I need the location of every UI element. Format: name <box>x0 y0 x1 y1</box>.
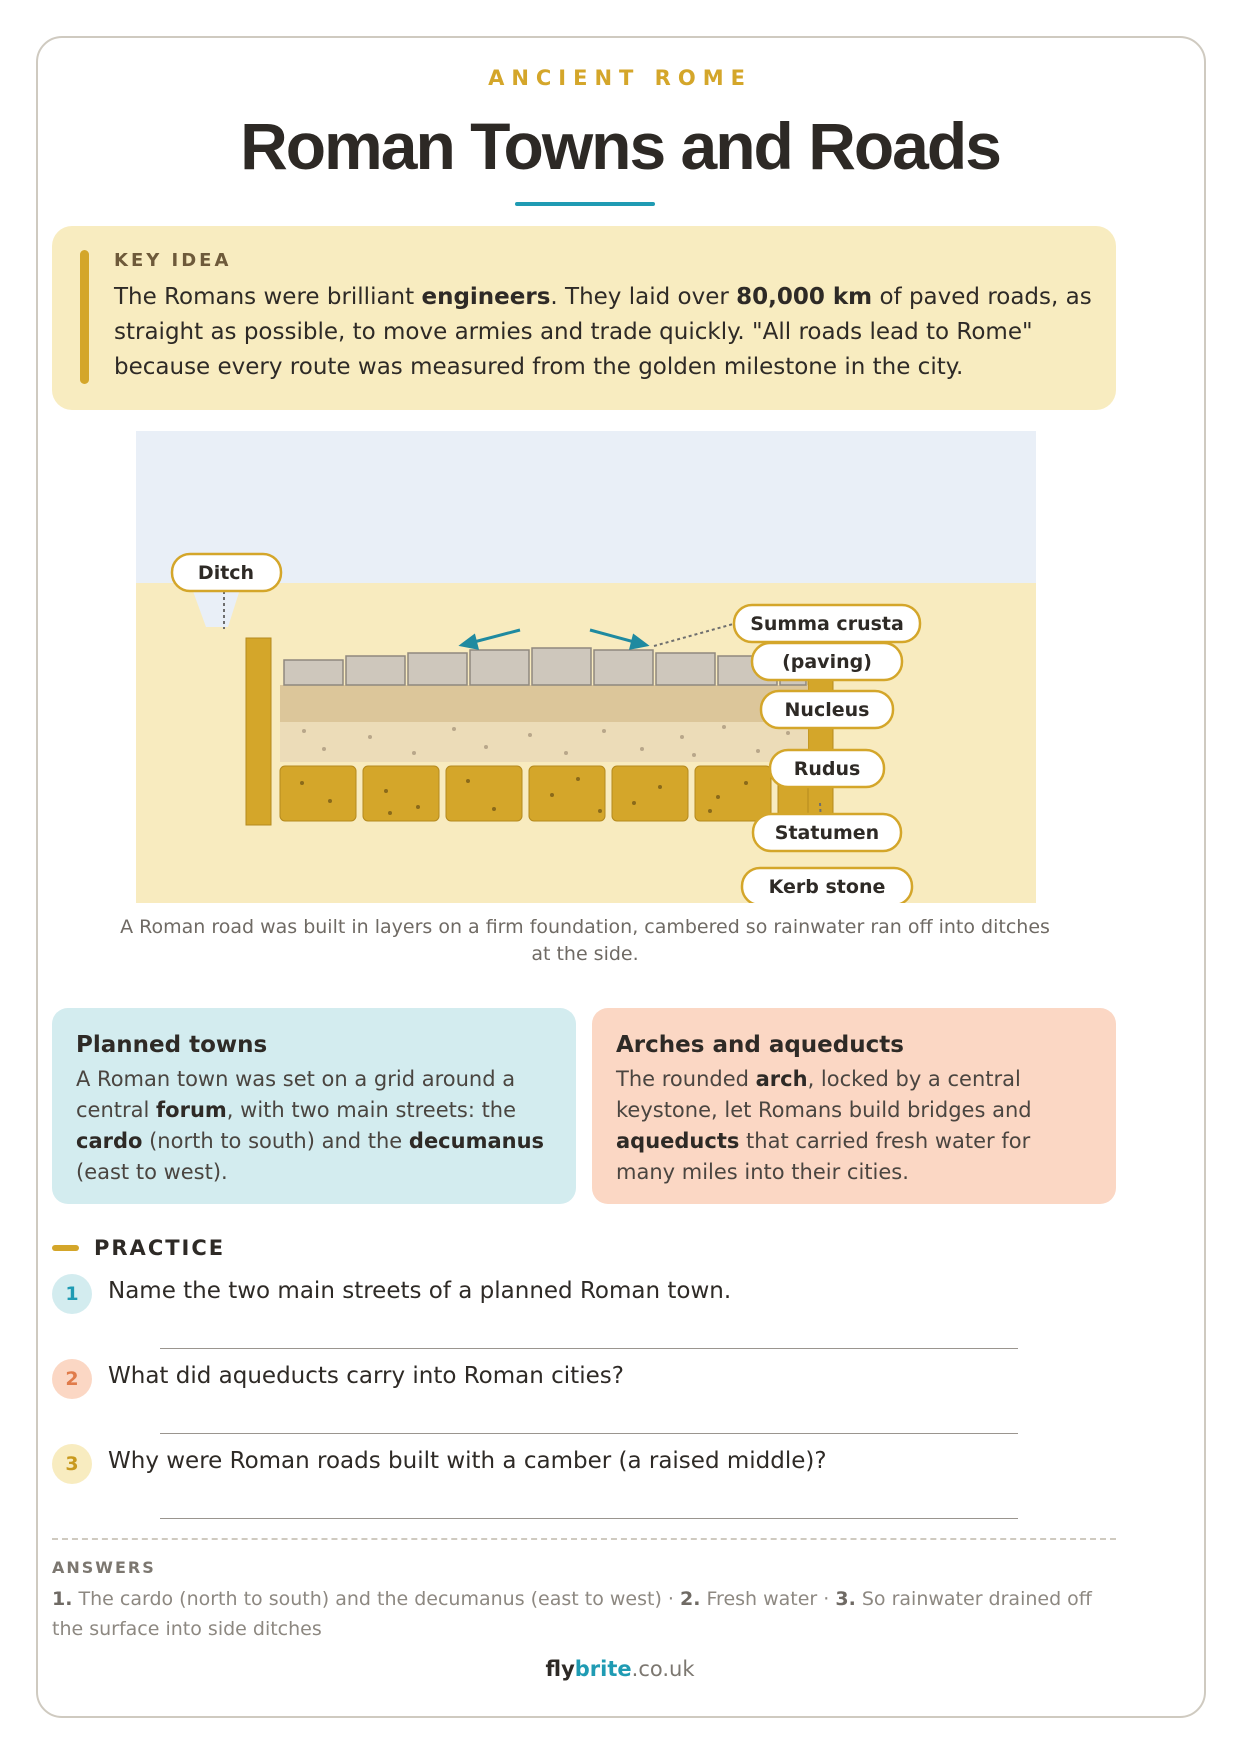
subject-eyebrow: ANCIENT ROME <box>488 66 752 90</box>
answers-label: ANSWERS <box>52 1558 156 1577</box>
roman-road-diagram <box>134 431 1037 903</box>
answer-line[interactable] <box>160 1518 1018 1519</box>
label-paving <box>752 643 902 680</box>
diagram-caption: A Roman road was built in layers on a firm foundation, cambered so rainwater ran off into ditches at the side. <box>120 916 1050 965</box>
arches-aqueducts-title: Arches and aqueducts <box>616 1032 904 1058</box>
title-underline <box>515 202 655 206</box>
question-text: What did aqueducts carry into Roman cities? <box>108 1363 624 1389</box>
label-nucleus <box>761 691 893 728</box>
label-summa-crusta <box>734 605 920 642</box>
planned-towns-card <box>52 1008 576 1204</box>
answers-divider <box>52 1538 1116 1540</box>
practice-label: PRACTICE <box>94 1236 226 1260</box>
footer-brand[interactable]: flybrite.co.uk <box>545 1657 695 1681</box>
label-statumen-text: Statumen <box>774 822 880 844</box>
label-kerb-stone-text: Kerb stone <box>768 876 886 898</box>
key-idea-text: The Romans were brilliant engineers. They laid over 80,000 km of paved roads, as straight as possible, to move armies and trade quickly. "All roads lead to Rome" because every route was measured from the golden milestone in the city. <box>114 284 1092 380</box>
label-nucleus-text: Nucleus <box>784 699 870 721</box>
label-ditch-text: Ditch <box>197 562 255 584</box>
answer-line[interactable] <box>160 1348 1018 1349</box>
planned-towns-title: Planned towns <box>76 1032 268 1058</box>
page-title: Roman Towns and Roads <box>240 109 1000 183</box>
question-text: Name the two main streets of a planned Roman town. <box>108 1278 732 1304</box>
key-term-distance: 80,000 km <box>736 284 873 310</box>
question-number: 3 <box>52 1444 92 1484</box>
arches-aqueducts-text: The rounded arch, locked by a central keystone, let Romans build bridges and aqueducts that carried fresh water for many miles into their cities. <box>616 1067 1032 1184</box>
nucleus-layer <box>280 685 808 722</box>
left-kerb-stone <box>246 638 271 825</box>
arches-aqueducts-card <box>592 1008 1116 1204</box>
question-1 <box>52 1274 1012 1358</box>
question-text: Why were Roman roads built with a camber (a raised middle)? <box>108 1448 827 1474</box>
question-number: 2 <box>52 1359 92 1399</box>
key-idea-box <box>52 226 1116 410</box>
label-kerb-stone <box>742 868 912 903</box>
question-3 <box>52 1444 1012 1528</box>
key-idea-accent-bar <box>80 250 89 384</box>
key-idea-label: KEY IDEA <box>114 250 232 271</box>
answers-text: 1. The cardo (north to south) and the decumanus (east to west) · 2. Fresh water · 3. So rainwater drained off the surface into side ditches <box>52 1588 1092 1640</box>
question-number: 1 <box>52 1274 92 1314</box>
label-rudus-text: Rudus <box>793 758 861 780</box>
label-rudus <box>770 750 884 787</box>
practice-dash <box>52 1245 79 1251</box>
label-paving-text: (paving) <box>782 651 872 673</box>
label-summa-crusta-text: Summa crusta <box>750 613 904 635</box>
key-term-engineers: engineers <box>421 284 551 310</box>
question-2 <box>52 1359 1012 1443</box>
rudus-layer <box>280 722 808 762</box>
label-statumen <box>753 814 901 851</box>
label-ditch <box>172 554 281 591</box>
planned-towns-text: A Roman town was set on a grid around a central forum, with two main streets: the cardo (north to south) and the decumanus (east to west). <box>76 1067 545 1184</box>
answer-line[interactable] <box>160 1433 1018 1434</box>
